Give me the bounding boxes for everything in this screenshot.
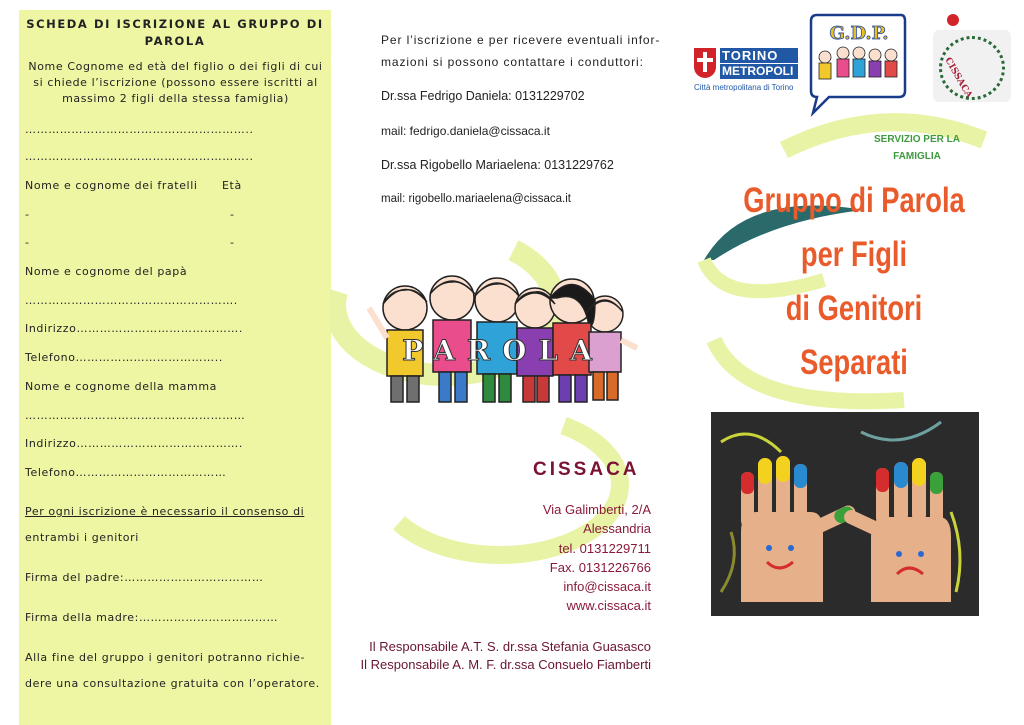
people-ring-icon bbox=[939, 36, 1005, 100]
cissaca-logo bbox=[933, 30, 1011, 102]
parola-word: PAROLA bbox=[402, 334, 604, 367]
piedmont-shield-icon bbox=[694, 48, 716, 78]
mother-phone[interactable]: Telefono………………………………… bbox=[25, 466, 227, 479]
green-swirl-right bbox=[684, 110, 1024, 440]
mother-line[interactable]: ………………………………………………… bbox=[25, 409, 246, 422]
torino-metropoli-logo bbox=[694, 48, 798, 96]
brochure-title-line4: Separati bbox=[800, 343, 908, 382]
contact1-email[interactable]: mail: fedrigo.daniela@cissaca.it bbox=[381, 124, 550, 138]
form-title: SCHEDA DI ISCRIZIONE AL GRUPPO DI PAROLA bbox=[26, 17, 324, 48]
mother-label: Nome e cognome della mamma bbox=[25, 380, 217, 393]
closing-note-1: Alla fine del gruppo i genitori potranno richie- bbox=[25, 651, 306, 664]
org-email[interactable]: info@cissaca.it bbox=[563, 579, 651, 594]
contact2-email[interactable]: mail: rigobello.mariaelena@cissaca.it bbox=[381, 193, 572, 205]
father-address[interactable]: Indirizzo……………………………………. bbox=[25, 322, 244, 335]
org-fax: Fax. 0131226766 bbox=[549, 560, 651, 575]
sibling-line-2[interactable]: - bbox=[25, 236, 30, 249]
father-label: Nome e cognome del papà bbox=[25, 265, 188, 278]
painted-hands-photo bbox=[711, 412, 979, 616]
torino-label: TORINO bbox=[720, 48, 798, 63]
child-line-1[interactable]: ………………………………………………….. bbox=[25, 123, 254, 136]
mother-address[interactable]: Indirizzo……………………………………. bbox=[25, 437, 244, 450]
father-line[interactable]: ………………………………………………. bbox=[25, 294, 238, 307]
sibling-age-2[interactable]: - bbox=[230, 236, 235, 249]
org-name: CISSACA bbox=[533, 459, 640, 480]
brochure-title-line1: Gruppo di Parola bbox=[743, 181, 965, 220]
sibling-line-1[interactable]: - bbox=[25, 208, 30, 221]
father-phone[interactable]: Telefono……………………………….. bbox=[25, 351, 223, 364]
org-address: Via Galimberti, 2/A bbox=[542, 502, 651, 517]
responsible-amf: Il Responsabile A. M. F. dr.ssa Consuelo Fiamberti bbox=[360, 657, 651, 672]
org-tel: tel. 0131229711 bbox=[558, 541, 651, 556]
mother-signature[interactable]: Firma della madre:……………………………… bbox=[25, 611, 279, 624]
org-city: Alessandria bbox=[583, 521, 651, 536]
gdp-bubble-logo bbox=[803, 13, 907, 117]
child-line-2[interactable]: ………………………………………………….. bbox=[25, 150, 254, 163]
torino-sub: Città metropolitana di Torino bbox=[694, 83, 794, 92]
gdp-text: G.D.P. bbox=[829, 23, 889, 44]
service-label: SERVIZIO PER LA FAMIGLIA bbox=[874, 134, 960, 162]
parola-kids-illustration bbox=[367, 268, 639, 408]
contact1-phone: Dr.ssa Fedrigo Daniela: 0131229702 bbox=[381, 89, 585, 103]
responsible-ats: Il Responsabile A.T. S. dr.ssa Stefania Guasasco bbox=[369, 639, 651, 654]
contact2-phone: Dr.ssa Rigobello Mariaelena: 0131229762 bbox=[381, 158, 614, 172]
org-web[interactable]: www.cissaca.it bbox=[566, 598, 651, 613]
brochure-title-line2: per Figli bbox=[800, 235, 908, 274]
father-signature[interactable]: Firma del padre:……………………………… bbox=[25, 571, 264, 584]
pushpin-icon bbox=[947, 14, 959, 26]
metropoli-label: METROPOLI bbox=[720, 64, 798, 79]
consent-note: Per ogni iscrizione è necessario il consenso di bbox=[25, 505, 305, 518]
form-intro: Nome Cognome ed età del figlio o dei figli di cui si chiede l’iscrizione (possono essere iscritti al massimo 2 figli della stessa famiglia) bbox=[28, 60, 323, 105]
sibling-age-1[interactable]: - bbox=[230, 208, 235, 221]
brochure-title-line3: di Genitori bbox=[785, 289, 923, 328]
contacts-intro-2: mazioni si possono contattare i conduttori: bbox=[381, 55, 644, 69]
cissaca-logo-text: CISSACA bbox=[942, 56, 974, 101]
consent-note-cont: entrambi i genitori bbox=[25, 531, 139, 544]
closing-note-2: dere una consultazione gratuita con l’operatore. bbox=[25, 677, 320, 690]
siblings-label: Nome e cognome dei fratelli bbox=[25, 179, 198, 192]
age-label: Età bbox=[222, 179, 242, 192]
contacts-intro-1: Per l’iscrizione e per ricevere eventuali infor- bbox=[381, 33, 661, 47]
